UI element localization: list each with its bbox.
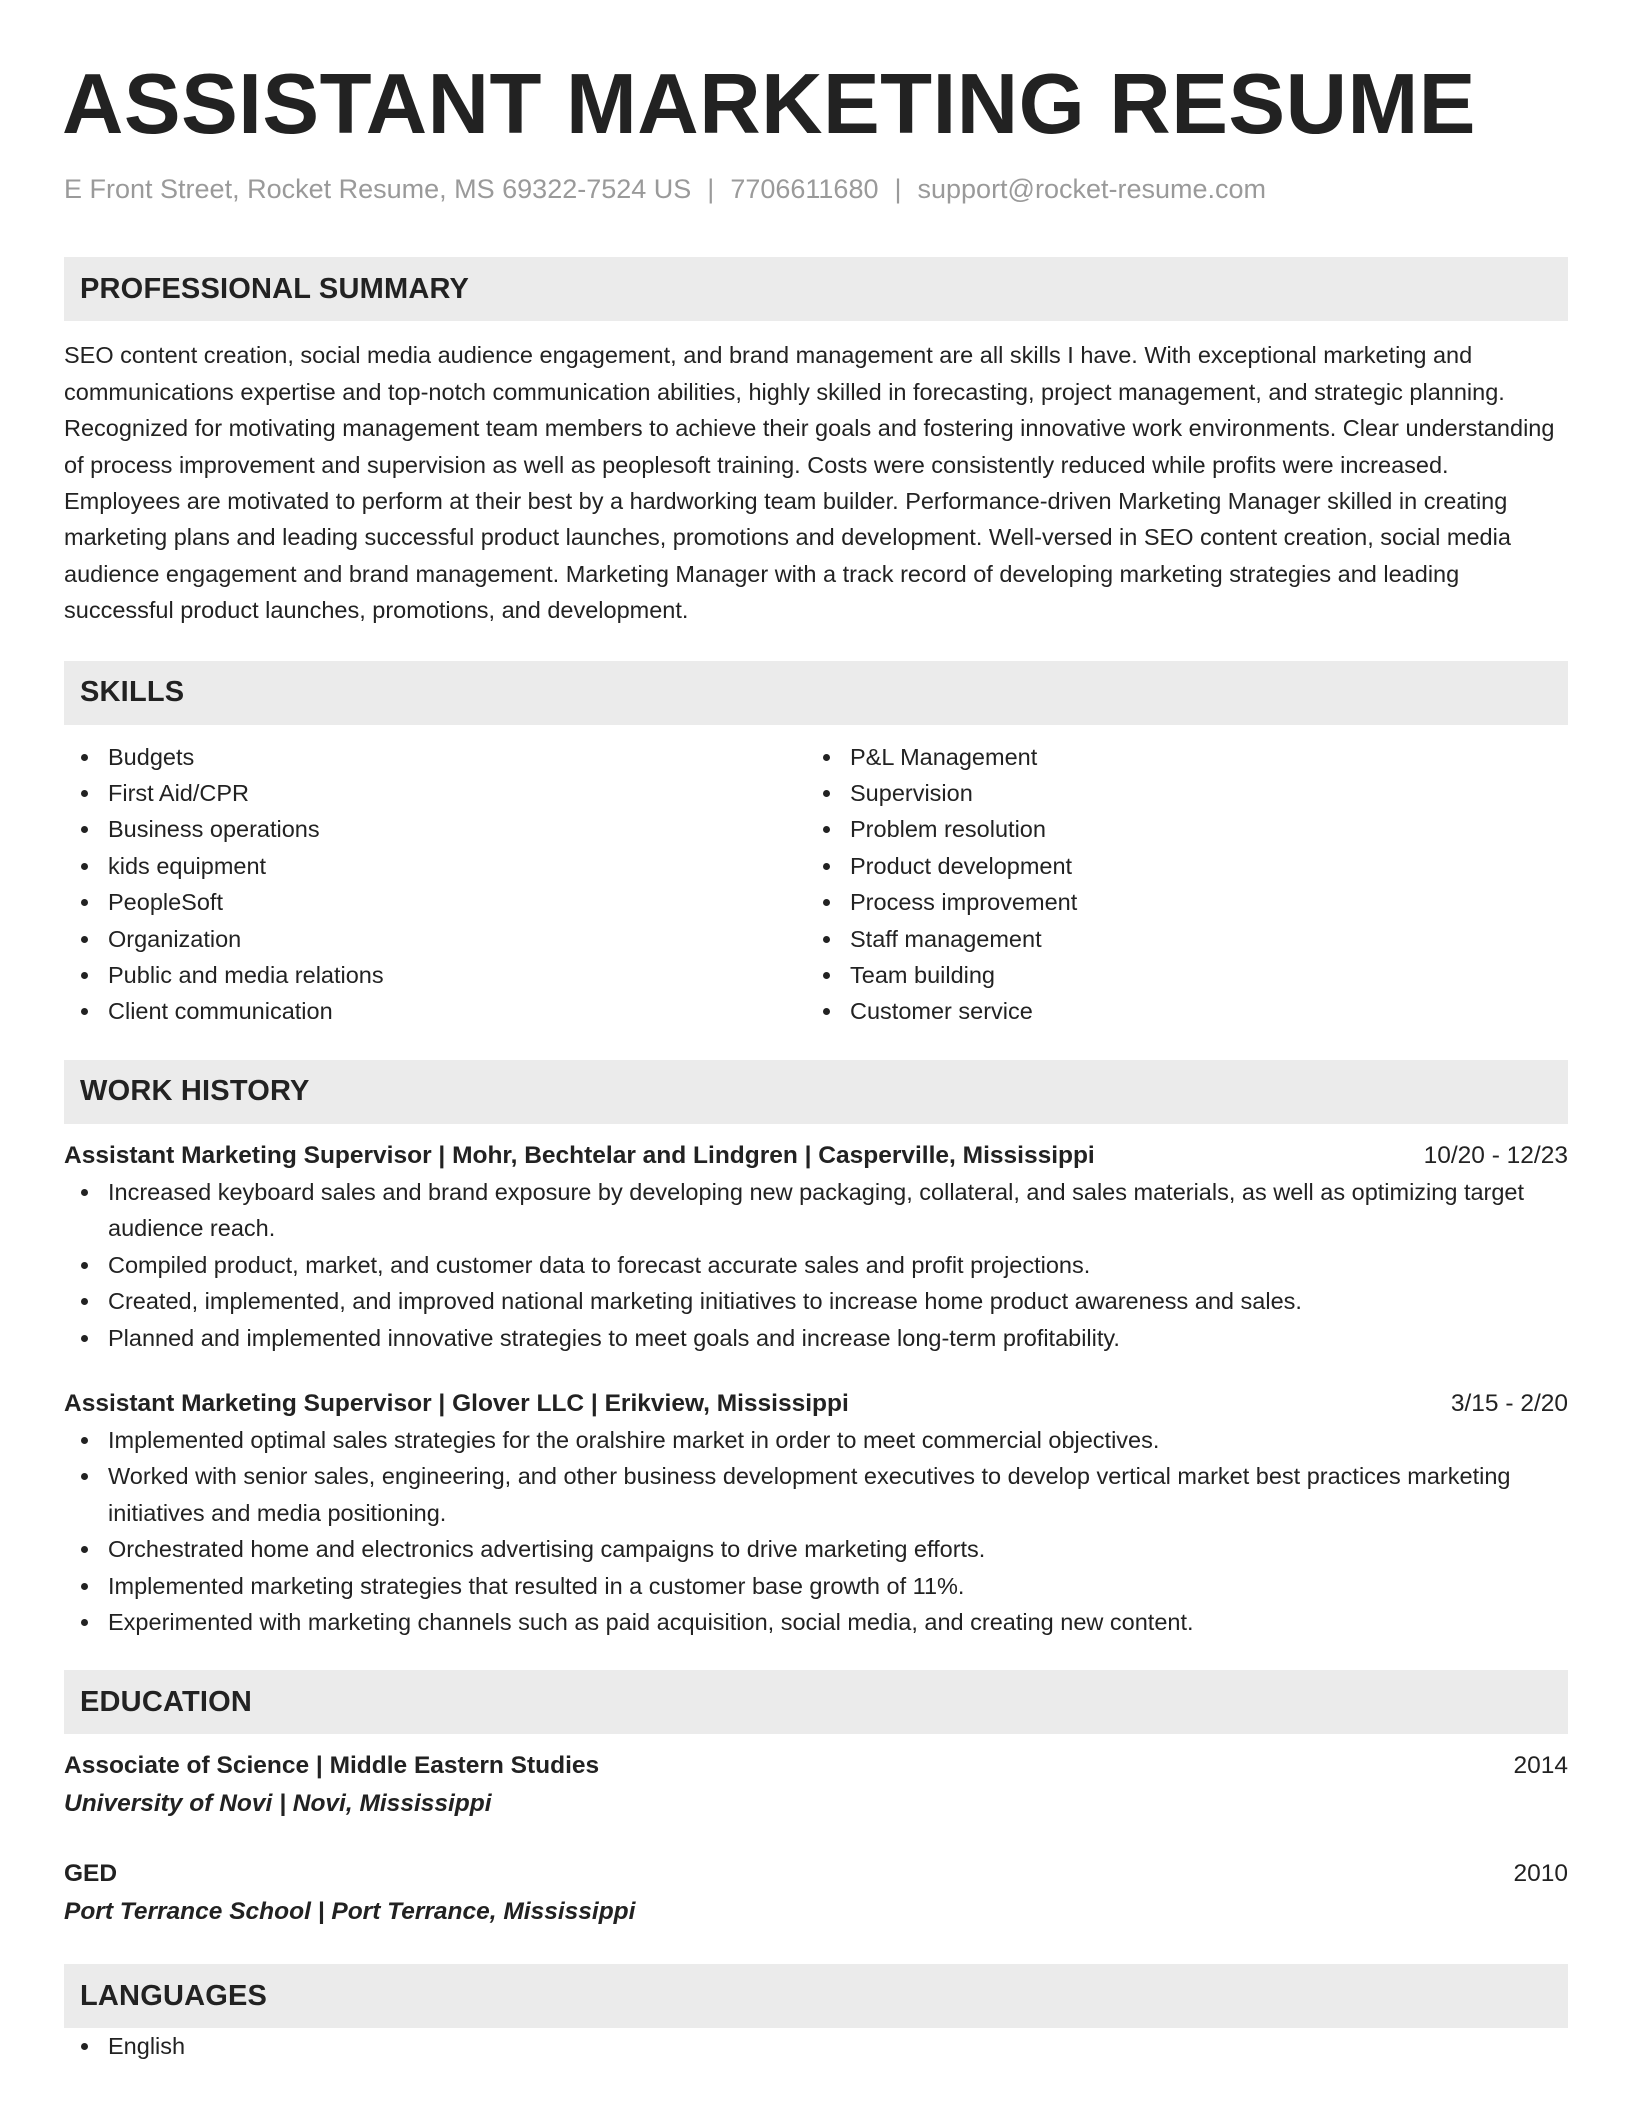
resume-title: ASSISTANT MARKETING RESUME xyxy=(62,57,1476,152)
languages-list xyxy=(64,2028,1568,2064)
skill-item: kids equipment xyxy=(64,848,806,884)
contact-separator: | xyxy=(707,174,715,204)
job-header xyxy=(64,1138,1568,1174)
job-bullet: Implemented optimal sales strategies for the oralshire market in order to meet commercial objectives. xyxy=(64,1422,1568,1458)
skills-column-right xyxy=(806,739,1077,1030)
job-bullet-list xyxy=(64,1174,1568,1356)
job-bullet: Increased keyboard sales and brand exposure by developing new packaging, collateral, and sales materials, as well as optimizing target audience reach. xyxy=(64,1174,1568,1247)
skill-item: Budgets xyxy=(64,739,806,775)
job-bullet: Experimented with marketing channels such as paid acquisition, social media, and creating new content. xyxy=(64,1604,1568,1640)
job-bullet: Created, implemented, and improved national marketing initiatives to increase home product awareness and sales. xyxy=(64,1283,1568,1319)
skill-item: Problem resolution xyxy=(806,811,1077,847)
job-entry xyxy=(64,1386,1568,1640)
job-dates: 10/20 - 12/23 xyxy=(1423,1141,1568,1169)
education-entry xyxy=(64,1856,1568,1930)
job-title: Assistant Marketing Supervisor | Mohr, Bechtelar and Lindgren | Casperville, Mississippi xyxy=(64,1141,1095,1169)
skill-item: P&L Management xyxy=(806,739,1077,775)
education-year: 2014 xyxy=(1513,1752,1568,1780)
skill-item: PeopleSoft xyxy=(64,884,806,920)
education-header xyxy=(64,1748,1568,1784)
education-header xyxy=(64,1856,1568,1892)
skill-item: Customer service xyxy=(806,993,1077,1029)
education-school: University of Novi | Novi, Mississippi xyxy=(64,1790,492,1818)
language-item: English xyxy=(64,2028,1568,2064)
summary-text: SEO content creation, social media audience engagement, and brand management are all skills I have. With exceptional marketing and communications expertise and top-notch communication abilities, highly skilled in forecasting, project management, and strategic planning. Recognized for motivating management team members to achieve their goals and fostering innovative work environments. Clear understanding of process improvement and supervision as well as peoplesoft training. Costs were consistently reduced while profits were increased. Employees are motivated to perform at their best by a hardworking team builder. Performance-driven Marketing Manager skilled in creating marketing plans and leading successful product launches, promotions and development. Well-versed in SEO content creation, social media audience engagement and brand management. Marketing Manager with a track record of developing marketing strategies and leading successful product launches, promotions, and development. xyxy=(64,342,1555,624)
contact-email: support@rocket-resume.com xyxy=(917,174,1267,204)
education-entry xyxy=(64,1748,1568,1822)
skill-item: First Aid/CPR xyxy=(64,775,806,811)
skill-item: Staff management xyxy=(806,921,1077,957)
contact-separator: | xyxy=(894,174,902,204)
job-dates: 3/15 - 2/20 xyxy=(1450,1389,1568,1417)
skills-column-left xyxy=(64,739,806,1030)
skill-item: Team building xyxy=(806,957,1077,993)
job-title: Assistant Marketing Supervisor | Glover LLC | Erikview, Mississippi xyxy=(64,1389,849,1417)
skill-item: Client communication xyxy=(64,993,806,1029)
skill-item: Business operations xyxy=(64,811,806,847)
job-entry xyxy=(64,1138,1568,1356)
skill-item: Process improvement xyxy=(806,884,1077,920)
skill-item: Public and media relations xyxy=(64,957,806,993)
section-heading-summary: PROFESSIONAL SUMMARY xyxy=(64,257,1568,321)
education-school: Port Terrance School | Port Terrance, Mississippi xyxy=(64,1898,636,1926)
contact-phone: 7706611680 xyxy=(730,174,879,204)
skills-list xyxy=(64,739,1568,1030)
skill-item: Product development xyxy=(806,848,1077,884)
skill-item: Supervision xyxy=(806,775,1077,811)
contact-line xyxy=(64,173,1568,205)
skill-item: Organization xyxy=(64,921,806,957)
section-heading-skills: SKILLS xyxy=(64,661,1568,725)
job-bullet: Implemented marketing strategies that resulted in a customer base growth of 11%. xyxy=(64,1568,1568,1604)
job-bullet: Compiled product, market, and customer data to forecast accurate sales and profit projections. xyxy=(64,1247,1568,1283)
section-heading-work-history: WORK HISTORY xyxy=(64,1060,1568,1124)
section-heading-education: EDUCATION xyxy=(64,1670,1568,1734)
education-degree: GED xyxy=(64,1860,118,1888)
contact-address: E Front Street, Rocket Resume, MS 69322-7524 US xyxy=(64,174,692,204)
education-year: 2010 xyxy=(1513,1860,1568,1888)
section-heading-languages: LANGUAGES xyxy=(64,1964,1568,2028)
job-bullet: Planned and implemented innovative strategies to meet goals and increase long-term profitability. xyxy=(64,1320,1568,1356)
job-bullet-list xyxy=(64,1422,1568,1640)
job-bullet: Orchestrated home and electronics advertising campaigns to drive marketing efforts. xyxy=(64,1531,1568,1567)
job-header xyxy=(64,1386,1568,1422)
job-bullet: Worked with senior sales, engineering, and other business development executives to develop vertical market best practices marketing initiatives and media positioning. xyxy=(64,1458,1568,1531)
education-degree: Associate of Science | Middle Eastern Studies xyxy=(64,1752,600,1780)
